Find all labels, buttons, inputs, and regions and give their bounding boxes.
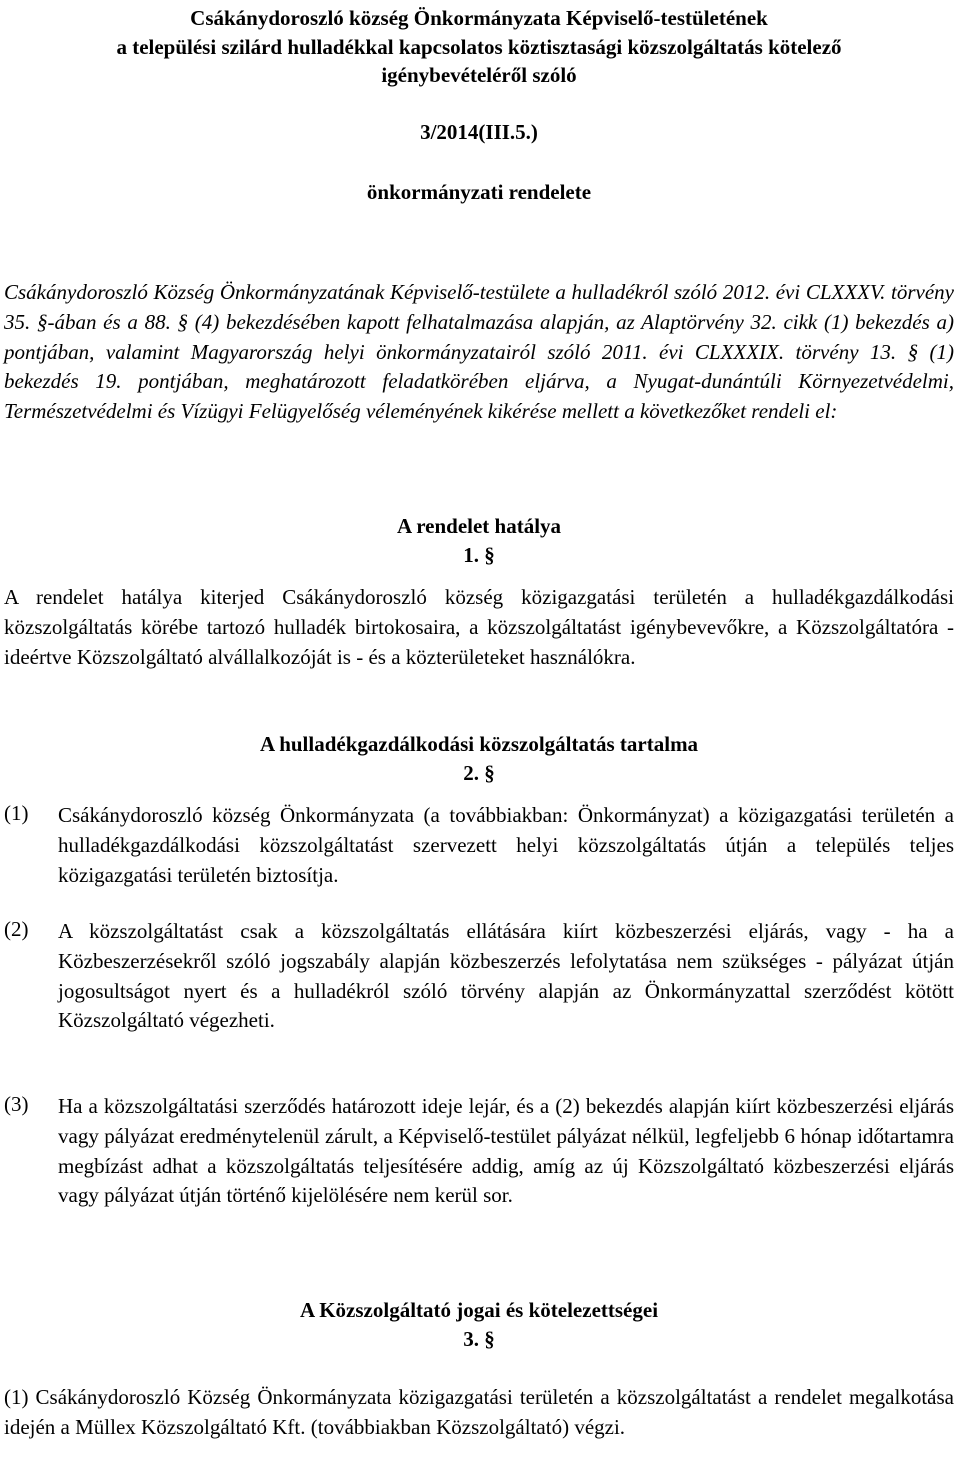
ordinance-type: önkormányzati rendelete bbox=[366, 180, 592, 204]
paragraph-text: Ha a közszolgáltatási szerződés határozott ideje lejár, és a (2) bekezdés alapján kiírt közbeszerzési eljárás vagy pályázat eredménytelenül zárult, a Képviselő-testület pályázat nélkül, legfeljebb 6 hónap időtartamra megbízást adhat a közszolgáltatás teljesítésére addig, amíg az új Közszolgáltató közbeszerzési eljárás vagy pályázat útján történő kijelölésére nem kerül sor. bbox=[58, 1094, 954, 1208]
paragraph-number: (3) bbox=[4, 1092, 29, 1116]
header-line-2: a települési szilárd hulladékkal kapcsolatos köztisztasági közszolgáltatás kötelező bbox=[116, 34, 842, 59]
paragraph-number: (2) bbox=[4, 917, 29, 941]
header-line-1: Csákánydoroszló község Önkormányzata Képviselő-testületének bbox=[190, 6, 768, 30]
section-1-number: 1. § bbox=[463, 543, 495, 567]
section-2-number: 2. § bbox=[463, 761, 495, 785]
paragraph-number: (1) bbox=[4, 801, 29, 825]
section-2-paragraph-1 bbox=[4, 801, 954, 890]
section-3-text: (1) Csákánydoroszló Község Önkormányzata közigazgatási területén a közszolgáltatást a rendelet megalkotása idején a Müllex Közszolgáltató Kft. (továbbiakban Közszolgáltató) végzi. bbox=[4, 1385, 954, 1439]
section-2-paragraph-2 bbox=[4, 917, 954, 1036]
ordinance-number: 3/2014(III.5.) bbox=[420, 120, 538, 144]
paragraph-text: A közszolgáltatást csak a közszolgáltatás ellátására kiírt közbeszerzési eljárás, vagy - ha a Közbeszerzésekről szóló jogszabály alapján közbeszerzés lefolytatása nem szükséges - pályázat útján jogosultságot nyert és a hulladékról szóló törvény alapján az Önkormányzattal szerződést kötött Közszolgáltató végezheti. bbox=[58, 919, 954, 1033]
document-header bbox=[4, 4, 954, 90]
preamble: Csákánydoroszló Község Önkormányzatának Képviselő-testülete a hulladékról szóló 2012. évi CLXXXV. törvény 35. §-ában és a 88. § (4) bekezdésében kapott felhatalmazása alapján, az Alaptörvény 32. cikk (1) bekezdés a) pontjában, valamint Magyarország helyi önkormányzatairól szóló 2011. évi CLXXXIX. törvény 13. § (1) bekezdés 19. pontjában, meghatározott feladatkörében eljárva, a Nyugat-dunántúli Környezetvédelmi, Természetvédelmi és Vízügyi Felügyelőség véleményének kikérése mellett a következőket rendeli el: bbox=[4, 280, 954, 424]
header-line-3: igénybevételéről szóló bbox=[381, 63, 577, 87]
section-1-title: A rendelet hatálya bbox=[396, 514, 562, 538]
section-2-title: A hulladékgazdálkodási közszolgáltatás tartalma bbox=[259, 732, 699, 756]
section-1-text: A rendelet hatálya kiterjed Csákánydoroszló község közigazgatási területén a hulladékgazdálkodási közszolgáltatás körébe tartozó hulladék birtokosaira, a közszolgáltatást igénybevevőkre, a Közszolgáltatóra - ideértve Közszolgáltató alvállalkozóját is - és a közterületeket használókra. bbox=[4, 585, 954, 669]
section-2-paragraph-3 bbox=[4, 1092, 954, 1211]
section-3-title: A Közszolgáltató jogai és kötelezettségei bbox=[299, 1298, 659, 1322]
section-3-number: 3. § bbox=[463, 1327, 495, 1351]
paragraph-text: Csákánydoroszló község Önkormányzata (a továbbiakban: Önkormányzat) a közigazgatási területén a hulladékgazdálkodási közszolgáltatást szervezett helyi közszolgáltatás útján a település teljes közigazgatási területén biztosítja. bbox=[58, 803, 954, 887]
